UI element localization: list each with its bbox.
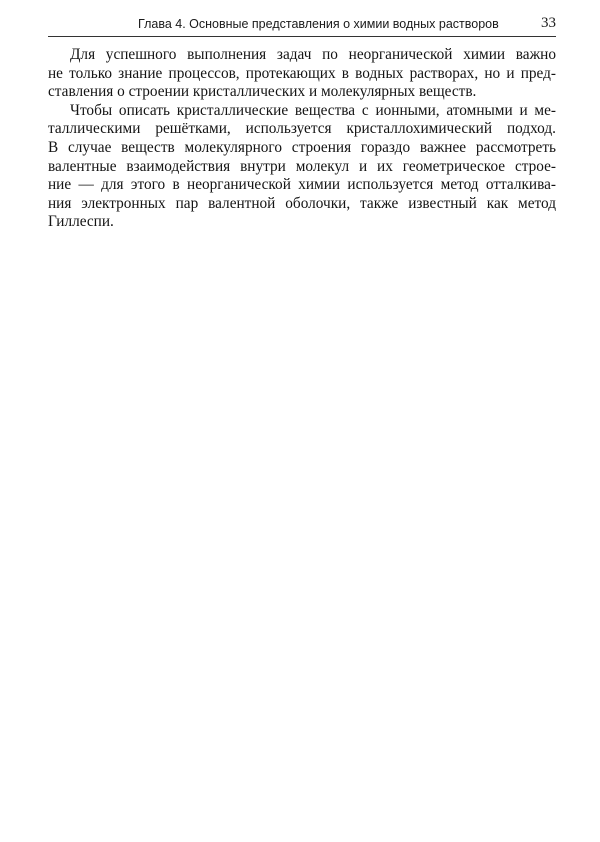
text-line: ние — для этого в неорганической химии используется метод отталкива- xyxy=(48,176,556,194)
text-line: таллическими решётками, используется кристаллохимический подход. xyxy=(48,120,556,138)
text-line: Для успешного выполнения задач по неорганической химии важно xyxy=(70,46,556,63)
running-title: Глава 4. Основные представления о химии водных растворов xyxy=(138,17,499,31)
running-header xyxy=(48,14,556,34)
text-line: В случае веществ молекулярного строения гораздо важнее рассмотреть xyxy=(48,138,556,156)
paragraph-2 xyxy=(48,102,556,232)
text-line: валентные взаимодействия внутри молекул и их геометрическое строе- xyxy=(48,157,556,175)
text-line: не только знание процессов, протекающих в водных растворах, но и пред- xyxy=(48,64,556,82)
body-text xyxy=(48,46,556,232)
page-number: 33 xyxy=(541,15,556,31)
text-line: ния электронных пар валентной оболочки, также известный как метод xyxy=(48,194,556,212)
text-line: Гиллеспи. xyxy=(48,213,114,231)
text-line: Чтобы описать кристаллические вещества с ионными, атомными и ме- xyxy=(70,101,556,119)
header-rule xyxy=(48,36,556,37)
text-line: ставления о строении кристаллических и молекулярных веществ. xyxy=(48,83,477,101)
paragraph-1 xyxy=(48,46,556,102)
